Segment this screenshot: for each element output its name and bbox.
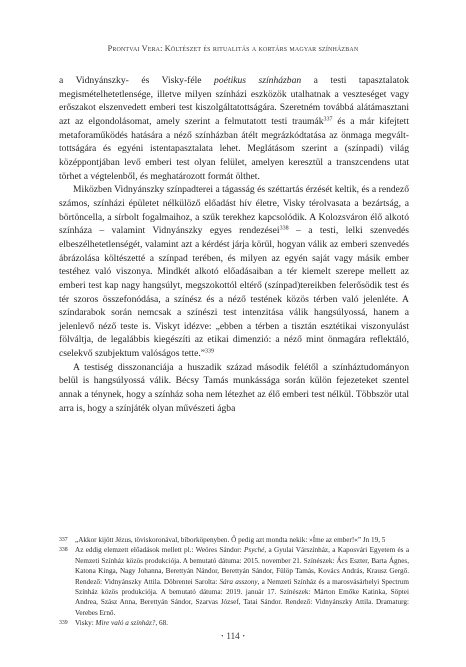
text-run: Visky: [75, 619, 96, 628]
page-number [0, 631, 466, 641]
footnote-ref[interactable]: 338 [279, 225, 289, 232]
page-number-value: 114 [226, 631, 240, 641]
footnote [59, 618, 409, 628]
text-run: , 68. [155, 619, 168, 628]
folio-bullet-right: • [242, 634, 245, 640]
footnote-ref[interactable]: 339 [205, 348, 214, 355]
text-run: a testi tapasztalatok megismételhetetlensége, illetve milyen színházi eszközök utalhatnak a veszteséget vagy erőszakot elszenvedett emberi test kiszolgáltatottságára. Szeretném továbbá alátámasztani azt az elgondolásomat, amely szerint a felmutatott testi traumák [59, 75, 409, 127]
paragraph [59, 74, 409, 183]
italic-text: Sára asszony [219, 577, 258, 586]
italic-text: poétikus színházban [214, 75, 302, 86]
footnote-text [75, 545, 409, 618]
body-text [59, 74, 409, 415]
footnote-number: 337 [59, 537, 68, 543]
text-run: , a Gyulai Várszínház, a Kaposvári Egyetem és a Nemzeti Színház közös produkciója. A bemutató dátuma: 2015. november 21. Színészek: Ács Eszter, Barta Ágnes, Katona Kinga, Nagy Johanna, Berettyán Nándor, Berettyán Sándor, Fülöp Tamás, Kovács András, Krausz Gergő. Rendező: Vidnyánszky Attila. Döbrentei Sarolta: [75, 546, 410, 586]
footnotes [59, 535, 409, 629]
italic-text: Psyché [244, 546, 265, 555]
footnote-ref[interactable]: 337 [323, 116, 333, 123]
text-run: „Akkor kijött Jézus, töviskoronával, bíborköpenyben. Ő pedig azt mondta nekik: »Íme az ember!«” Jn 19, 5 [75, 536, 386, 544]
text-run: a Vidnyánszky- és Visky-féle [59, 75, 215, 86]
footnote [59, 535, 409, 545]
text-run: A testiség disszonanciája a huszadik század második felétől a színháztudományon belül is hangsúlyossá válik. Bécsy Tamás munkássága során külön fejezeteket szentel annak a ténynek, hogy a színház soha nem létezhet az élő emberi test nélkül. Többször utal arra is, hogy a színjáték olyan művészeti ágba [59, 361, 409, 414]
text-run: Az eddig elemzett előadások mellett pl.: Weöres Sándor: [75, 546, 245, 555]
footnote [59, 545, 409, 618]
folio-bullet-left: • [221, 634, 224, 640]
footnote-number: 339 [59, 620, 68, 627]
text-run: Miközben Vidnyánszky színpadterei a tágasság és széttartás érzését keltik, és a rendező számos, színházi épületet nélkülöző előadást hív életre, Visky térolvasata a bezártság, a börtöncella, a sírbolt fogalmaihoz, a szűk terekhez kapcsolódik. A Kolozsváron élő alkotó színháza – valamint Vidnyánszky egyes rendezései [59, 184, 409, 237]
text-run: és a már kifejtett metaforaműködés hatására a néző színházban átélt megrázkódtatása az önmaga megválttottságára és egyéni istentapasztalata lehet. Meglátásom szerint a (színpadi) világ középpontjában levő emberi test olyan felület, amelyen keresztül a transzcendens utat törhet a végtelenből, és meghatározott formát ölthet. [59, 115, 409, 182]
italic-text: Mire való a színház? [95, 619, 156, 628]
footnote-number: 338 [59, 547, 68, 554]
text-run: – a testi, lelki szenvedés elbeszélhetetlenségét, valamint azt a kérdést járja körül, hogyan válik az emberi szenvedés ábrázolása költészetté a színpad terében, és milyen az egyén saját vagy másik ember testéhez való viszonya. Mindkét alkotó előadásaiban a tér kiemelt szerepe mellett az emberi test kap nagy hangsúlyt, megszokottól eltérő (színpad)tereikben felerősödik test és tér szoros összefonódása, a színész és a néző testének közös térben való jelenléte. A színdarabok során nemcsak a színészi test intenzitása válik hangsúlyossá, hanem a jelenlevő néző teste is. Viskyt idézve: „ebben a térben a tisztán esztétikai viszonyulást fölváltja, de legalábbis kiegészíti az etikai dimenzió: a néző mint önmagára reflektáló, cselekvő szubjektum valóságos tette.” [59, 225, 409, 360]
paragraph [59, 361, 409, 416]
footnote-text [75, 535, 409, 545]
text-run: , a Nemzeti Színház és a marosvásárhelyi Spectrum Színház közös produkciója. A bemutató dátuma: 2019. január 17. Színészek: Márton Emőke Katinka, Söptei Andrea, Szász Anna, Berettyán Sándor, Szarvas József, Tatai Sándor. Rendező: Vidnyánszky Attila. Dramaturg: Verebes Ernő. [75, 577, 409, 617]
running-head: Prontvai Vera: Költészet és ritualitás a kortárs magyar színházban [107, 44, 359, 53]
footnote-text [75, 618, 409, 628]
paragraph [59, 183, 409, 361]
